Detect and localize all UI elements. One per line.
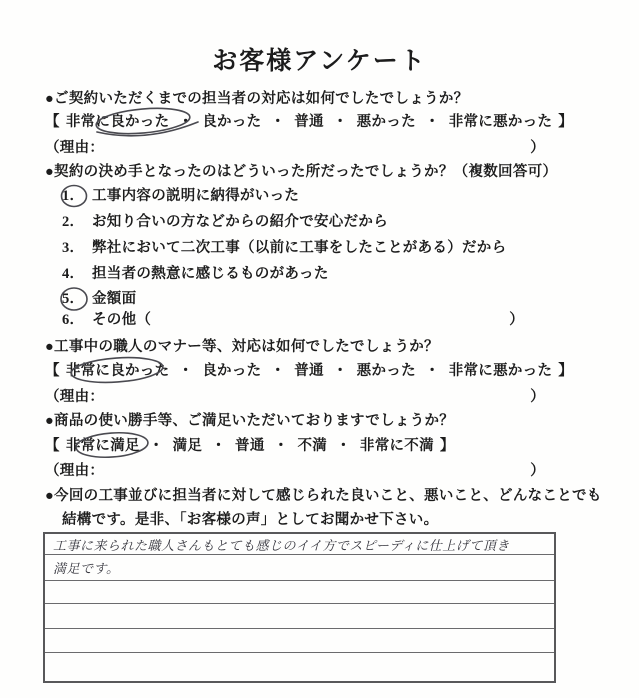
q4-options-row (45, 437, 455, 456)
q2-item-5-number: 5． (62, 291, 85, 307)
q2-item-5-label: 金額面 (92, 291, 137, 307)
option-separator: ・ (336, 438, 351, 454)
q2-question: ●契約の決め手となったのはどういった所だったでしょうか？（複数回答可） (45, 164, 558, 180)
q2-item-6-close: ） (509, 312, 524, 328)
option-separator: ・ (178, 363, 194, 379)
option-separator: ・ (273, 438, 289, 454)
q3-option-4: 非常に悪かった (448, 363, 553, 379)
q3-option-3: 悪かった (356, 363, 416, 379)
q2-item-3-label: 弊社において二次工事（以前に工事をしたことがある）だから (92, 240, 507, 256)
q2-item-2-number: 2． (62, 214, 85, 230)
option-separator: ・ (424, 114, 440, 130)
q3-question: ●工事中の職人のマナー等、対応は如何でしたでしょうか？ (45, 339, 439, 355)
bracket-open: 【 (45, 363, 60, 379)
q3-reason-close: ） (530, 389, 545, 405)
q3-options-row (45, 362, 573, 381)
option-separator: ・ (424, 363, 440, 379)
q3-option-2: 普通 (294, 363, 324, 379)
q3-option-0: 非常に良かった (65, 363, 170, 379)
q4-question: ●商品の使い勝手等、ご満足いただいておりますでしょうか？ (45, 413, 455, 429)
option-separator: ・ (148, 438, 164, 454)
q2-item-1-number: 1． (62, 188, 85, 204)
comment-row (45, 629, 554, 653)
q4-option-2: 普通 (235, 438, 265, 454)
q2-item-4-number: 4． (62, 266, 85, 282)
comment-row (45, 653, 554, 681)
bracket-close: 】 (558, 114, 574, 130)
page-title: お客様アンケート (212, 47, 427, 75)
comment-row (45, 534, 554, 555)
bracket-close: 】 (558, 363, 574, 379)
q2-item-1-label: 工事内容の説明に納得がいった (92, 188, 300, 204)
option-separator: ・ (211, 438, 227, 454)
q1-reason-close: ） (530, 140, 545, 156)
q1-option-0: 非常に良かった (65, 114, 170, 130)
q4-option-4: 非常に不満 (359, 438, 434, 454)
bracket-close: 】 (439, 438, 455, 454)
q4-reason-label: （理由： (45, 463, 105, 479)
q4-option-3: 不満 (297, 438, 328, 454)
q2-item-5 (62, 290, 524, 309)
comment-row (45, 555, 554, 581)
option-separator: ・ (178, 114, 194, 130)
q2-item-4-label: 担当者の熱意に感じるものがあった (92, 266, 329, 282)
bracket-open: 【 (45, 114, 60, 130)
comment-row (45, 604, 554, 629)
comment-box (43, 532, 556, 683)
q2-item-2 (62, 213, 524, 232)
option-separator: ・ (270, 363, 286, 379)
q4-option-1: 満足 (172, 438, 203, 454)
q1-option-4: 非常に悪かった (448, 114, 553, 130)
q2-item-6-label: その他（ (92, 312, 152, 328)
q1-option-3: 悪かった (356, 114, 416, 130)
bracket-open: 【 (45, 438, 60, 454)
handwritten-comment-line: 工事に来られた職人さんもとても感じのイイ方でスピーディに仕上げて頂き (53, 538, 510, 554)
q2-item-2-label: お知り合いの方などからの紹介で安心だから (92, 214, 388, 230)
comment-row (45, 581, 554, 604)
q3-reason-row (45, 388, 545, 407)
q2-item-3 (62, 239, 524, 258)
q3-reason-label: （理由： (45, 389, 105, 405)
q2-item-6 (62, 311, 524, 330)
q2-item-3-number: 3． (62, 240, 85, 256)
q5-question-line2: 結構です。是非、「お客様の声」としてお聞かせ下さい。 (62, 512, 439, 528)
q2-item-1 (62, 187, 524, 206)
q4-reason-row (45, 462, 545, 481)
q5-question-line1: ●今回の工事並びに担当者に対して感じられた良いこと、悪いこと、どんなことでも (45, 488, 602, 504)
q1-option-2: 普通 (294, 114, 324, 130)
q4-option-0: 非常に満足 (65, 438, 140, 454)
option-separator: ・ (332, 114, 348, 130)
handwritten-comment-line: 満足です。 (53, 562, 120, 577)
q1-option-1: 良かった (202, 114, 262, 130)
q1-reason-row (45, 139, 545, 158)
q1-reason-label: （理由： (45, 140, 105, 156)
option-separator: ・ (270, 114, 286, 130)
q4-reason-close: ） (530, 463, 545, 479)
q3-option-1: 良かった (202, 363, 262, 379)
q2-item-6-number: 6． (62, 312, 85, 328)
q1-question: ●ご契約いただくまでの担当者の対応は如何でしたでしょうか？ (45, 91, 469, 107)
q2-item-4 (62, 265, 524, 284)
q1-options-row (45, 113, 573, 132)
option-separator: ・ (332, 363, 348, 379)
